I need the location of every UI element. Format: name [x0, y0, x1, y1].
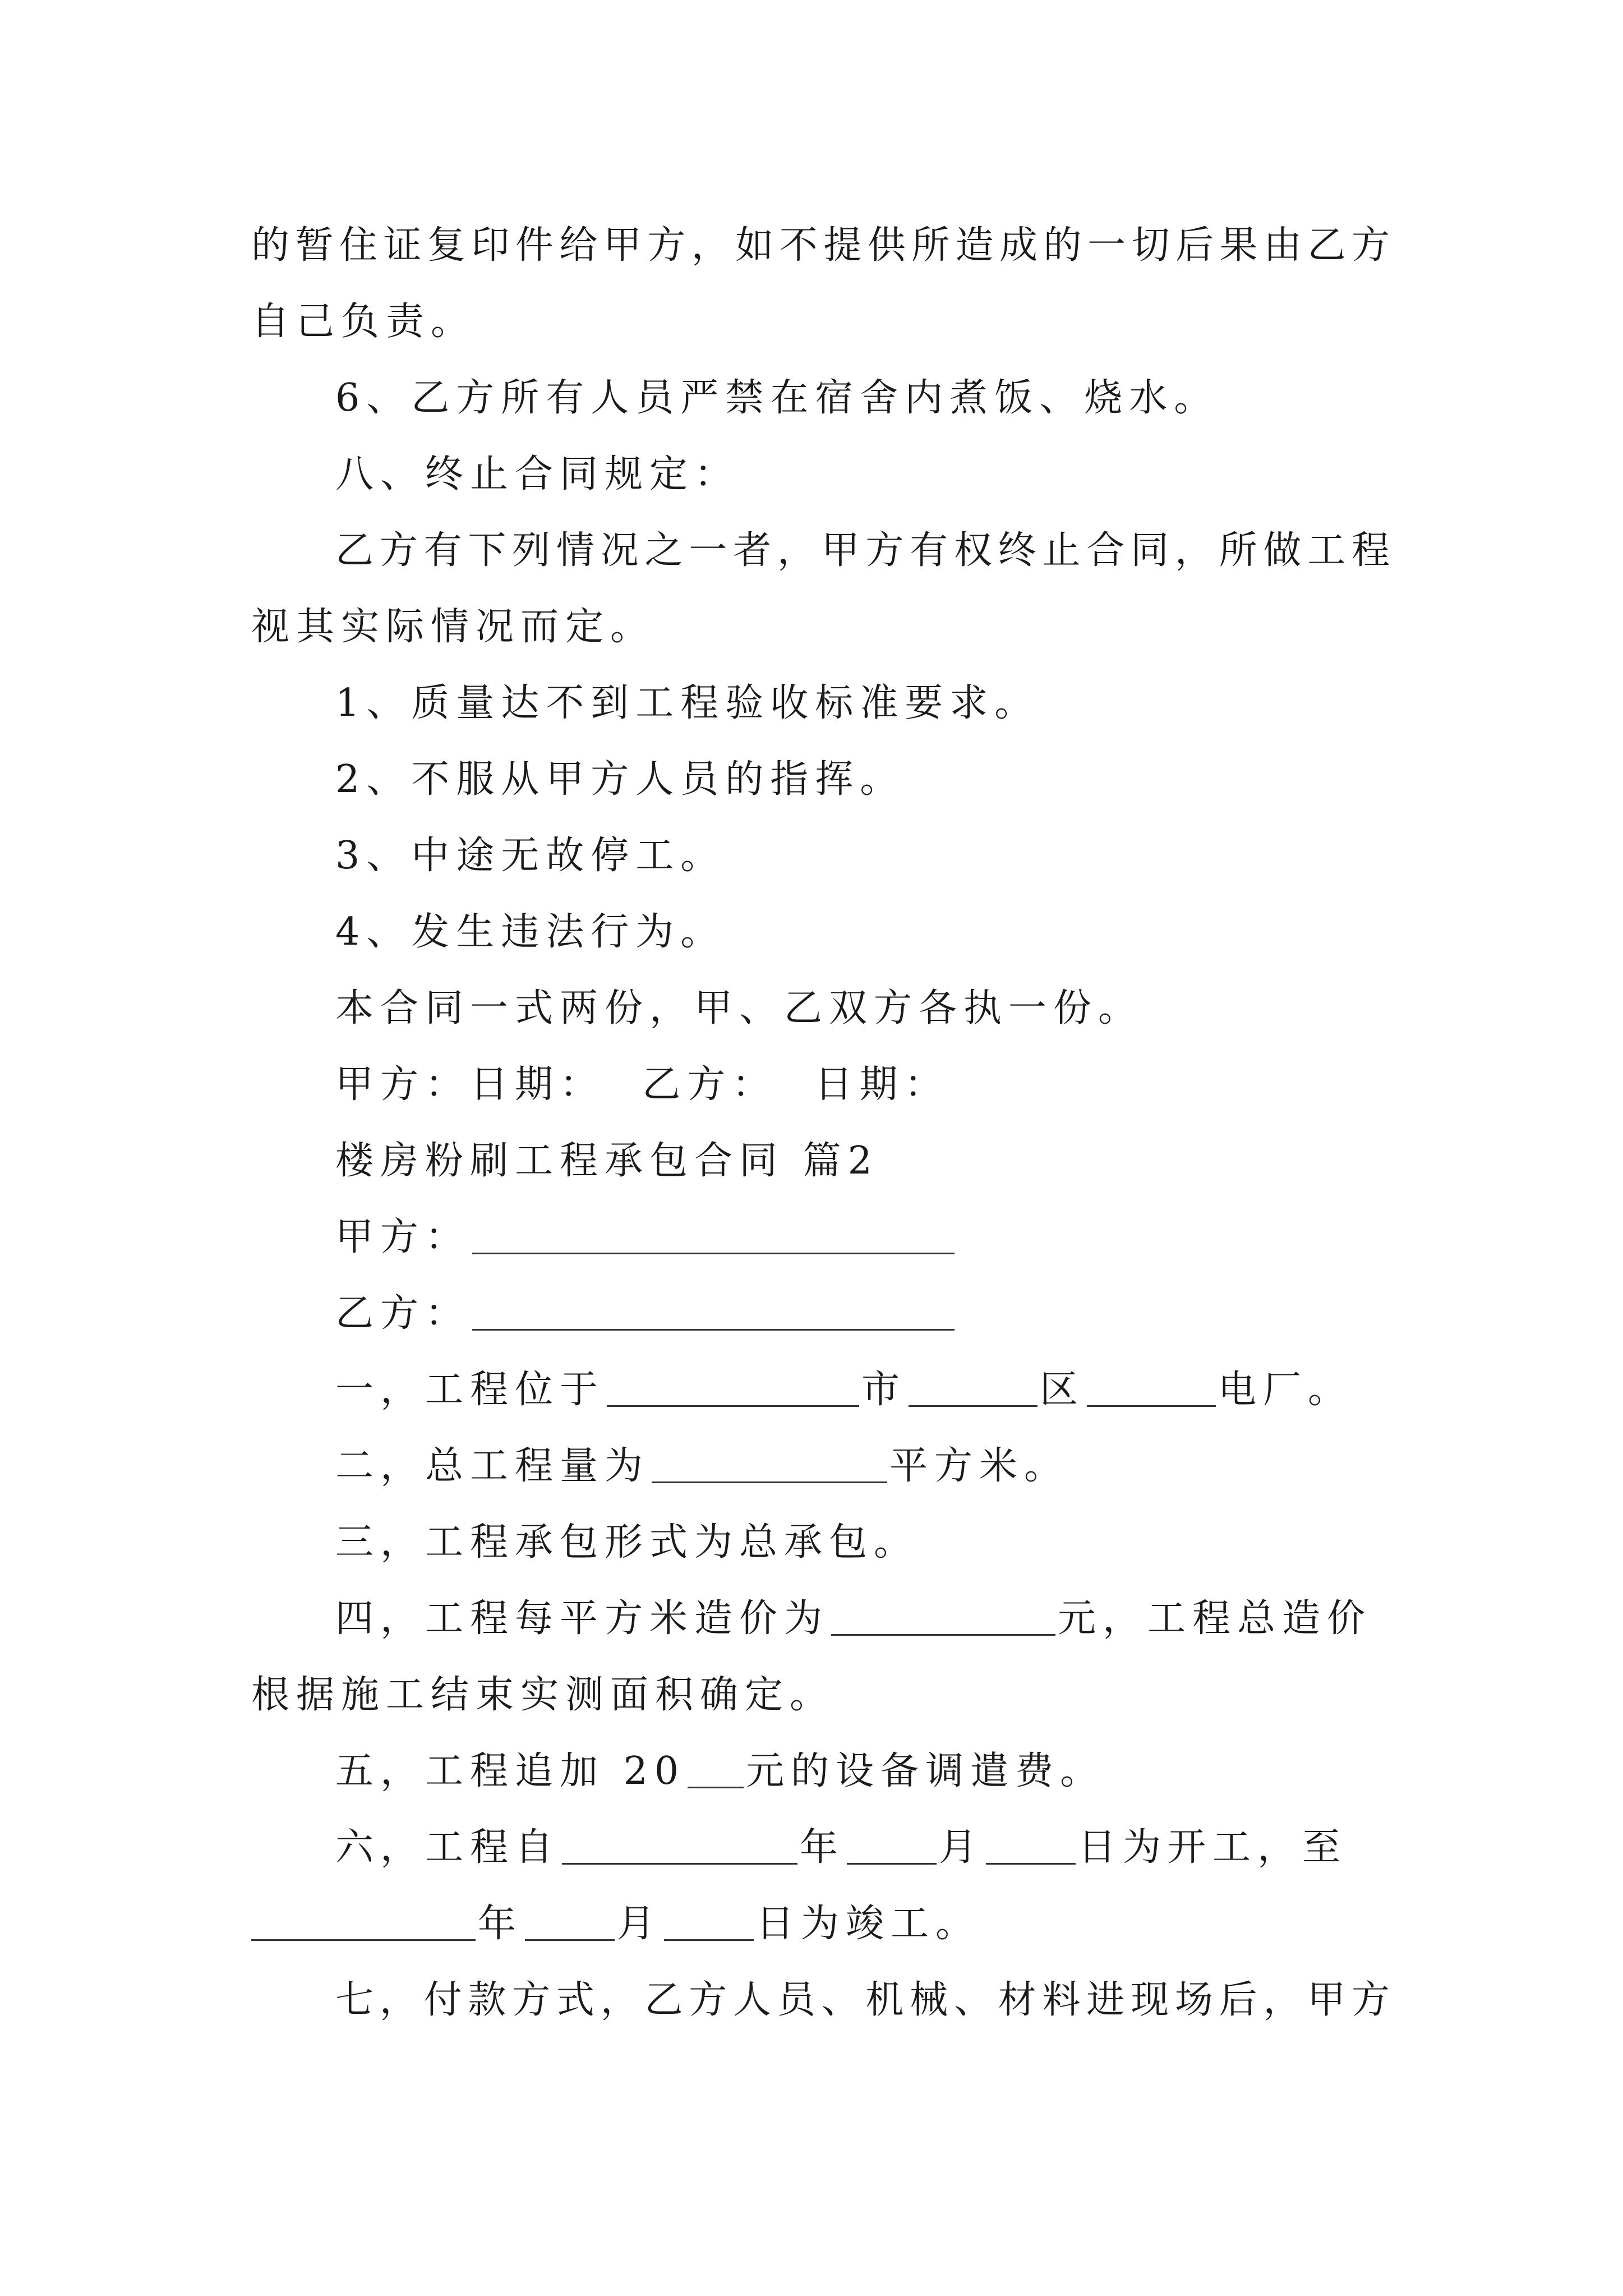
party-a-label: 甲方：	[335, 1215, 471, 1259]
list-item-2: 2、不服从甲方人员的指挥。	[335, 757, 905, 802]
item-2-prefix: 二，总工程量为	[335, 1444, 650, 1488]
paragraph-line: 自己负责。	[251, 300, 476, 344]
start-day-blank	[986, 1829, 1076, 1865]
district-label: 区	[1040, 1368, 1085, 1412]
item-5-prefix: 五，工程追加 20	[335, 1749, 686, 1793]
list-item-6: 6、乙方所有人员严禁在宿舍内煮饭、烧水。	[335, 376, 1219, 420]
item-6-line	[251, 1810, 1390, 1886]
item-4-prefix: 四，工程每平方米造价为	[335, 1596, 829, 1641]
list-item-1: 1、质量达不到工程验收标准要求。	[335, 681, 1040, 725]
section-title: 楼房粉刷工程承包合同 篇2	[335, 1139, 879, 1183]
end-year-blank	[251, 1906, 476, 1941]
item-2-line	[251, 1428, 1390, 1504]
item-6-continuation	[251, 1886, 1390, 1962]
party-b-line	[251, 1276, 1390, 1352]
party-a-blank	[472, 1219, 955, 1254]
paragraph-line: 乙方有下列情况之一者，甲方有权终止合同，所做工程	[335, 528, 1390, 573]
party-a-line	[251, 1199, 1390, 1276]
item-3-line: 三，工程承包形式为总承包。	[335, 1520, 919, 1565]
item-6-prefix: 六，工程自	[335, 1825, 560, 1870]
end-month-blank	[525, 1906, 615, 1941]
paragraph-line: 视其实际情况而定。	[251, 605, 656, 649]
item-1-line	[251, 1352, 1390, 1428]
location-blank	[607, 1372, 859, 1407]
area-blank	[652, 1448, 887, 1483]
list-item-4: 4、发生违法行为。	[335, 910, 726, 954]
item-2-suffix: 平方米。	[889, 1444, 1069, 1488]
end-day-blank	[664, 1906, 754, 1941]
item-4-line	[251, 1581, 1390, 1657]
item-6-end-suffix: 日为竣工。	[756, 1902, 981, 1946]
item-6-start-suffix: 日为开工，至	[1078, 1825, 1348, 1870]
start-year-blank	[562, 1829, 797, 1865]
month-label: 月	[617, 1902, 662, 1946]
item-4-continuation: 根据施工结束实测面积确定。	[251, 1673, 835, 1717]
city-label: 市	[861, 1368, 907, 1412]
unit-price-blank	[831, 1600, 1055, 1636]
paragraph-line: 的暂住证复印件给甲方，如不提供所造成的一切后果由乙方	[251, 223, 1390, 268]
month-label: 月	[939, 1825, 984, 1870]
city-blank	[909, 1372, 1038, 1407]
signature-line: 甲方：日期： 乙方： 日期：	[335, 1062, 949, 1107]
year-label: 年	[478, 1902, 523, 1946]
start-month-blank	[847, 1829, 937, 1865]
party-b-label: 乙方：	[335, 1291, 471, 1336]
paragraph-line: 本合同一式两份，甲、乙双方各执一份。	[335, 986, 1144, 1030]
item-7-line: 七，付款方式，乙方人员、机械、材料进现场后，甲方	[335, 1978, 1390, 2022]
item-5-line	[251, 1733, 1390, 1810]
item-1-suffix: 电厂。	[1218, 1368, 1353, 1412]
item-5-suffix: 元的设备调遣费。	[746, 1749, 1105, 1793]
section-heading-termination: 八、终止合同规定：	[335, 452, 740, 496]
year-label: 年	[800, 1825, 845, 1870]
list-item-3: 3、中途无故停工。	[335, 834, 726, 878]
item-1-prefix: 一，工程位于	[335, 1368, 605, 1412]
district-blank	[1087, 1372, 1216, 1407]
party-b-blank	[472, 1295, 955, 1331]
item-4-suffix: 元，工程总造价	[1058, 1596, 1372, 1641]
year-suffix-blank	[688, 1753, 744, 1788]
